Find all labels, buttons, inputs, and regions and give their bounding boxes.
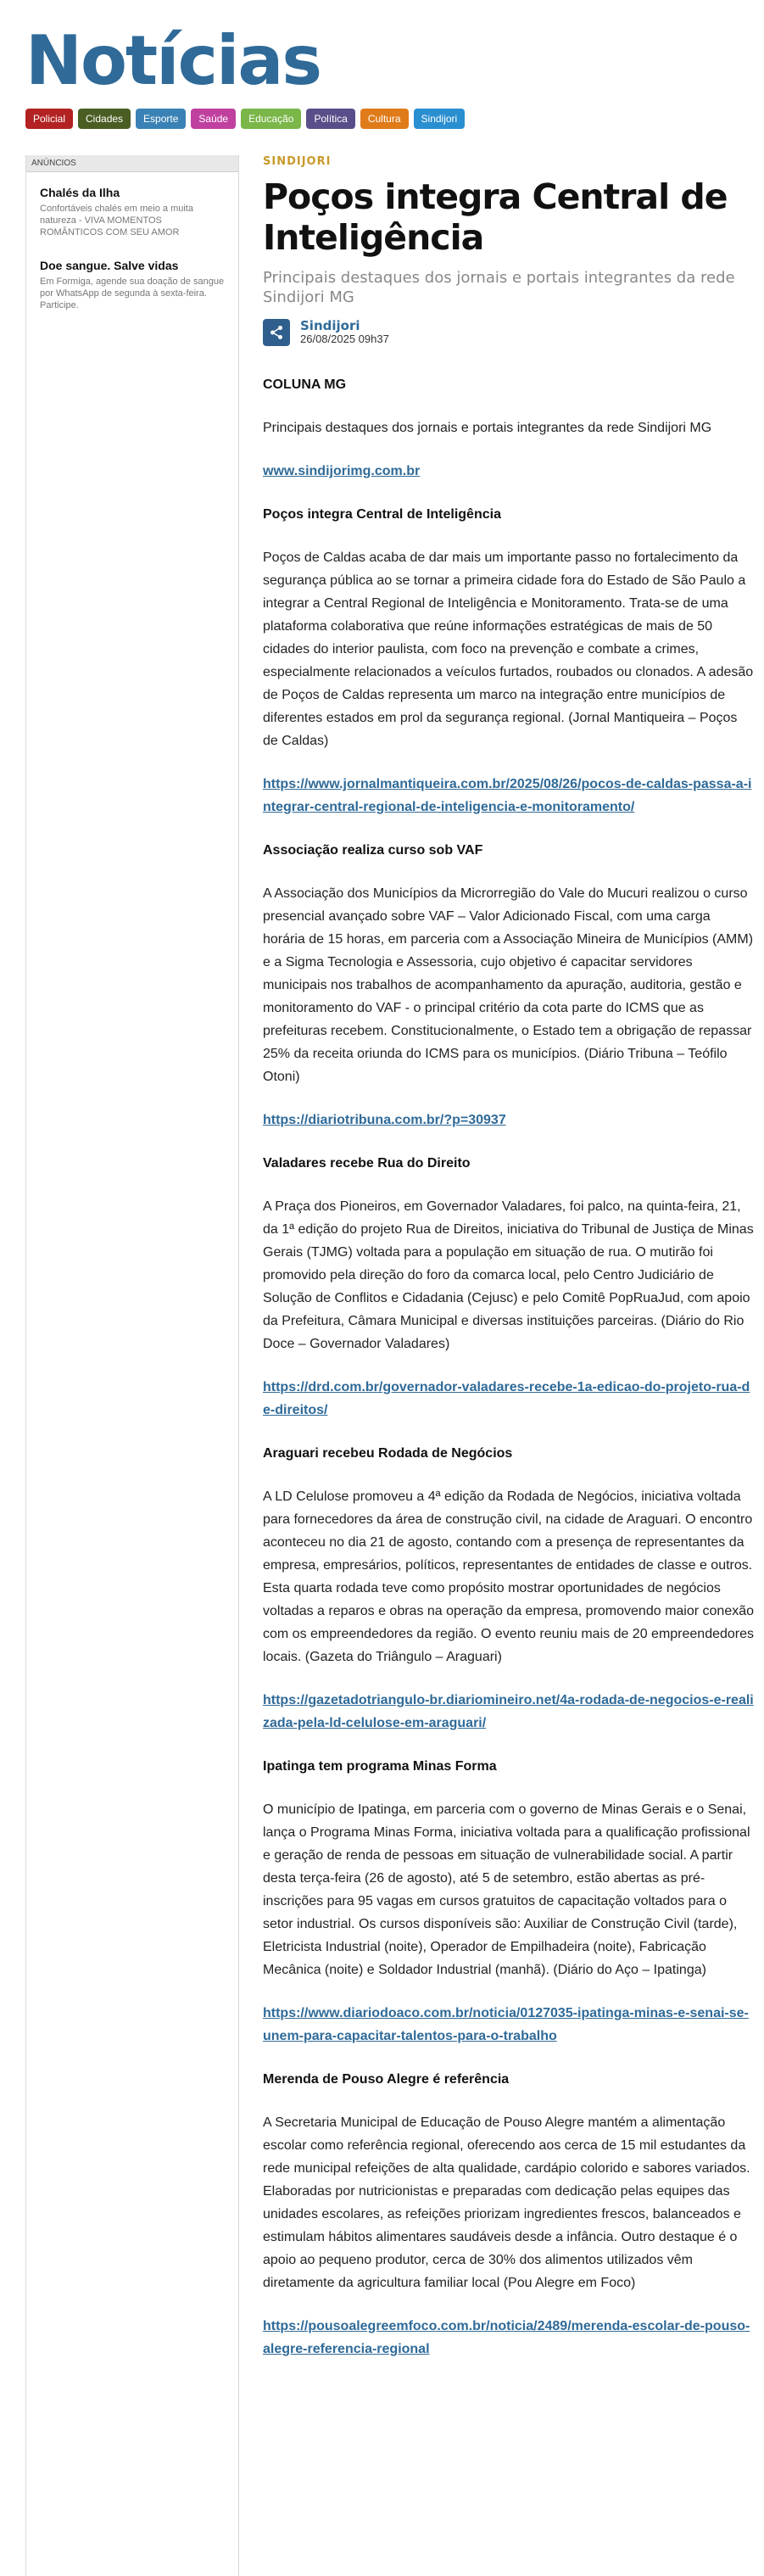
section-title: Ipatinga tem programa Minas Forma [263, 1759, 497, 1774]
category-cultura[interactable]: Cultura [360, 109, 409, 129]
section-link[interactable]: https://drd.com.br/governador-valadares-recebe-1a-edicao-do-projeto-rua-de-direitos/ [263, 1380, 750, 1417]
section-title: Poços integra Central de Inteligência [263, 507, 501, 522]
section-link[interactable]: https://gazetadotriangulo-br.diariomineiro.net/4a-rodada-de-negocios-e-realizada-pela-ld-celulose-em-araguari/ [263, 1693, 754, 1730]
byline-text [300, 319, 389, 346]
ad-item[interactable] [26, 238, 238, 311]
article-intro: Principais destaques dos jornais e portais integrantes da rede Sindijori MG [263, 421, 712, 435]
ad-title[interactable]: Chalés da Ilha [40, 186, 120, 199]
ad-text: Confortáveis chalés em meio a muita natureza - VIVA MOMENTOS ROMÂNTICOS COM SEU AMOR [40, 204, 193, 237]
ad-item[interactable] [26, 172, 238, 238]
article-author[interactable]: Sindijori [300, 318, 360, 333]
sidebar-ads [25, 155, 239, 2576]
ad-text: Em Formiga, agende sua doação de sangue por WhatsApp de segunda à sexta-feira. Participe. [40, 277, 225, 310]
section-link[interactable]: https://www.jornalmantiqueira.com.br/2025/08/26/pocos-de-caldas-passa-a-integrar-central-regional-de-inteligencia-e-monitoramento/ [263, 777, 752, 814]
section-text: A Associação dos Municípios da Microrregião do Vale do Mucuri realizou o curso presencial avançado sobre VAF – Valor Adicionado Fiscal, com uma carga horária de 15 horas, em parceria com a Associação Mineira de Municípios (AMM) e a Sigma Tecnologia e Assessoria, cujo objetivo é capacitar servidores municipais nos trabalhos de acompanhamento da apuração, auditoria, gestão e monitoramento do VAF - o principal critério da cota parte do ICMS que as prefeituras recebem. Constitucionalmente, o Estado tem a obrigação de repassar 25% da receita oriunda do ICMS para os municípios. (Diário Tribuna – Teófilo Otoni) [263, 886, 754, 1084]
article-subtitle: Principais destaques dos jornais e portais integrantes da rede Sindijori MG [263, 269, 735, 306]
article-kicker[interactable]: SINDIJORI [263, 155, 332, 168]
share-icon [269, 325, 284, 340]
category-sindijori[interactable]: Sindijori [414, 109, 466, 129]
article-headline: Poços integra Central de Inteligência [263, 176, 728, 258]
article-body [263, 373, 755, 2361]
section-text: A Praça dos Pioneiros, em Governador Valadares, foi palco, na quinta-feira, 21, da 1ª edição do projeto Rua de Direitos, iniciativa do Tribunal de Justiça de Minas Gerais (TJMG) voltada para a população em situação de rua. O mutirão foi promovido pela direção do foro da comarca local, pelo Centro Judiciário de Solução de Conflitos e Cidadania (Cejusc) e pelo Comitê PopRuaJud, com apoio da Prefeitura, Câmara Municipal e diversas instituições parceiras. (Diário do Rio Doce – Governador Valadares) [263, 1199, 754, 1351]
share-button[interactable] [263, 319, 290, 346]
section-text: Poços de Caldas acaba de dar mais um importante passo no fortalecimento da segurança pública ao se tornar a primeira cidade fora do Estado de São Paulo a integrar a Central Regional de Inteligência e Monitoramento. Trata-se de uma plataforma colaborativa que reúne informações estratégicas de mais de 50 cidades do interior paulista, com foco na prevenção e combate a crimes, especialmente relacionados a veículos furtados, roubados ou clonados. A adesão de Poços de Caldas representa um marco na integração entre municípios de diferentes estados em prol da segurança regional. (Jornal Mantiqueira – Poços de Caldas) [263, 550, 754, 748]
section-text: O município de Ipatinga, em parceria com o governo de Minas Gerais e o Senai, lança o Programa Minas Forma, iniciativa voltada para a qualificação profissional e geração de renda de pessoas em situação de vulnerabilidade social. A partir desta terça-feira (26 de agosto), até 5 de setembro, estão abertas as pré-inscrições para 95 vagas em cursos gratuitos de capacitação voltados para o setor industrial. Os cursos disponíveis são: Auxiliar de Construção Civil (tarde), Eletricista Industrial (noite), Operador de Empilhadeira (noite), Fabricação Mecânica (noite) e Soldador Industrial (manhã). (Diário do Aço – Ipatinga) [263, 1802, 750, 1977]
section-title: Merenda de Pouso Alegre é referência [263, 2072, 510, 2087]
ad-title[interactable]: Doe sangue. Salve vidas [40, 259, 179, 272]
section-link[interactable]: https://pousoalegreemfoco.com.br/noticia/2489/merenda-escolar-de-pouso-alegre-referencia-regional [263, 2319, 750, 2356]
site-link[interactable]: www.sindijorimg.com.br [263, 464, 421, 478]
category-educacao[interactable]: Educação [241, 109, 301, 129]
category-cidades[interactable]: Cidades [78, 109, 131, 129]
section-text: A Secretaria Municipal de Educação de Pouso Alegre mantém a alimentação escolar como referência regional, oferecendo aos cerca de 15 mil estudantes da rede municipal refeições de alta qualidade, cardápio colorido e sabores variados. Elaboradas por nutricionistas e preparadas com dedicação pelas equipes das unidades escolares, as refeições priorizam ingredientes frescos, balanceados e estimulam hábitos alimentares saudáveis desde a infância. Outro destaque é o apoio ao pequeno produtor, cerca de 30% dos alimentos utilizados vêm diretamente da agricultura familiar local (Pou Alegre em Foco) [263, 2115, 750, 2290]
category-saude[interactable]: Saúde [191, 109, 236, 129]
site-title[interactable]: Notícias [25, 21, 321, 100]
column-label: COLUNA MG [263, 377, 347, 392]
section-link[interactable]: https://diariotribuna.com.br/?p=30937 [263, 1113, 506, 1127]
category-policial[interactable]: Policial [25, 109, 73, 129]
category-esporte[interactable]: Esporte [136, 109, 186, 129]
section-title: Associação realiza curso sob VAF [263, 843, 483, 858]
ads-header: ANÚNCIOS [26, 155, 238, 172]
category-politica[interactable]: Política [306, 109, 354, 129]
byline [263, 319, 755, 346]
section-text: A LD Celulose promoveu a 4ª edição da Rodada de Negócios, iniciativa voltada para fornecedores da área de construção civil, na cidade de Araguari. O encontro aconteceu no dia 21 de agosto, contando com a presença de representantes da empresa, empresários, políticos, representantes de entidades de classe e outros. Esta quarta rodada teve como propósito mostrar oportunidades de negócios voltadas a reparos e obras na operação da empresa, promovendo maior conexão com os empreendedores da região. O evento reuniu mais de 20 empreendedores locais. (Gazeta do Triângulo – Araguari) [263, 1489, 755, 1664]
article [263, 155, 755, 2381]
section-link[interactable]: https://www.diariodoaco.com.br/noticia/0127035-ipatinga-minas-e-senai-se-unem-para-capacitar-talentos-para-o-trabalho [263, 2006, 749, 2043]
category-nav [25, 109, 465, 129]
section-title: Valadares recebe Rua do Direito [263, 1156, 471, 1171]
article-date: 26/08/2025 09h37 [300, 332, 389, 345]
section-title: Araguari recebeu Rodada de Negócios [263, 1446, 513, 1461]
